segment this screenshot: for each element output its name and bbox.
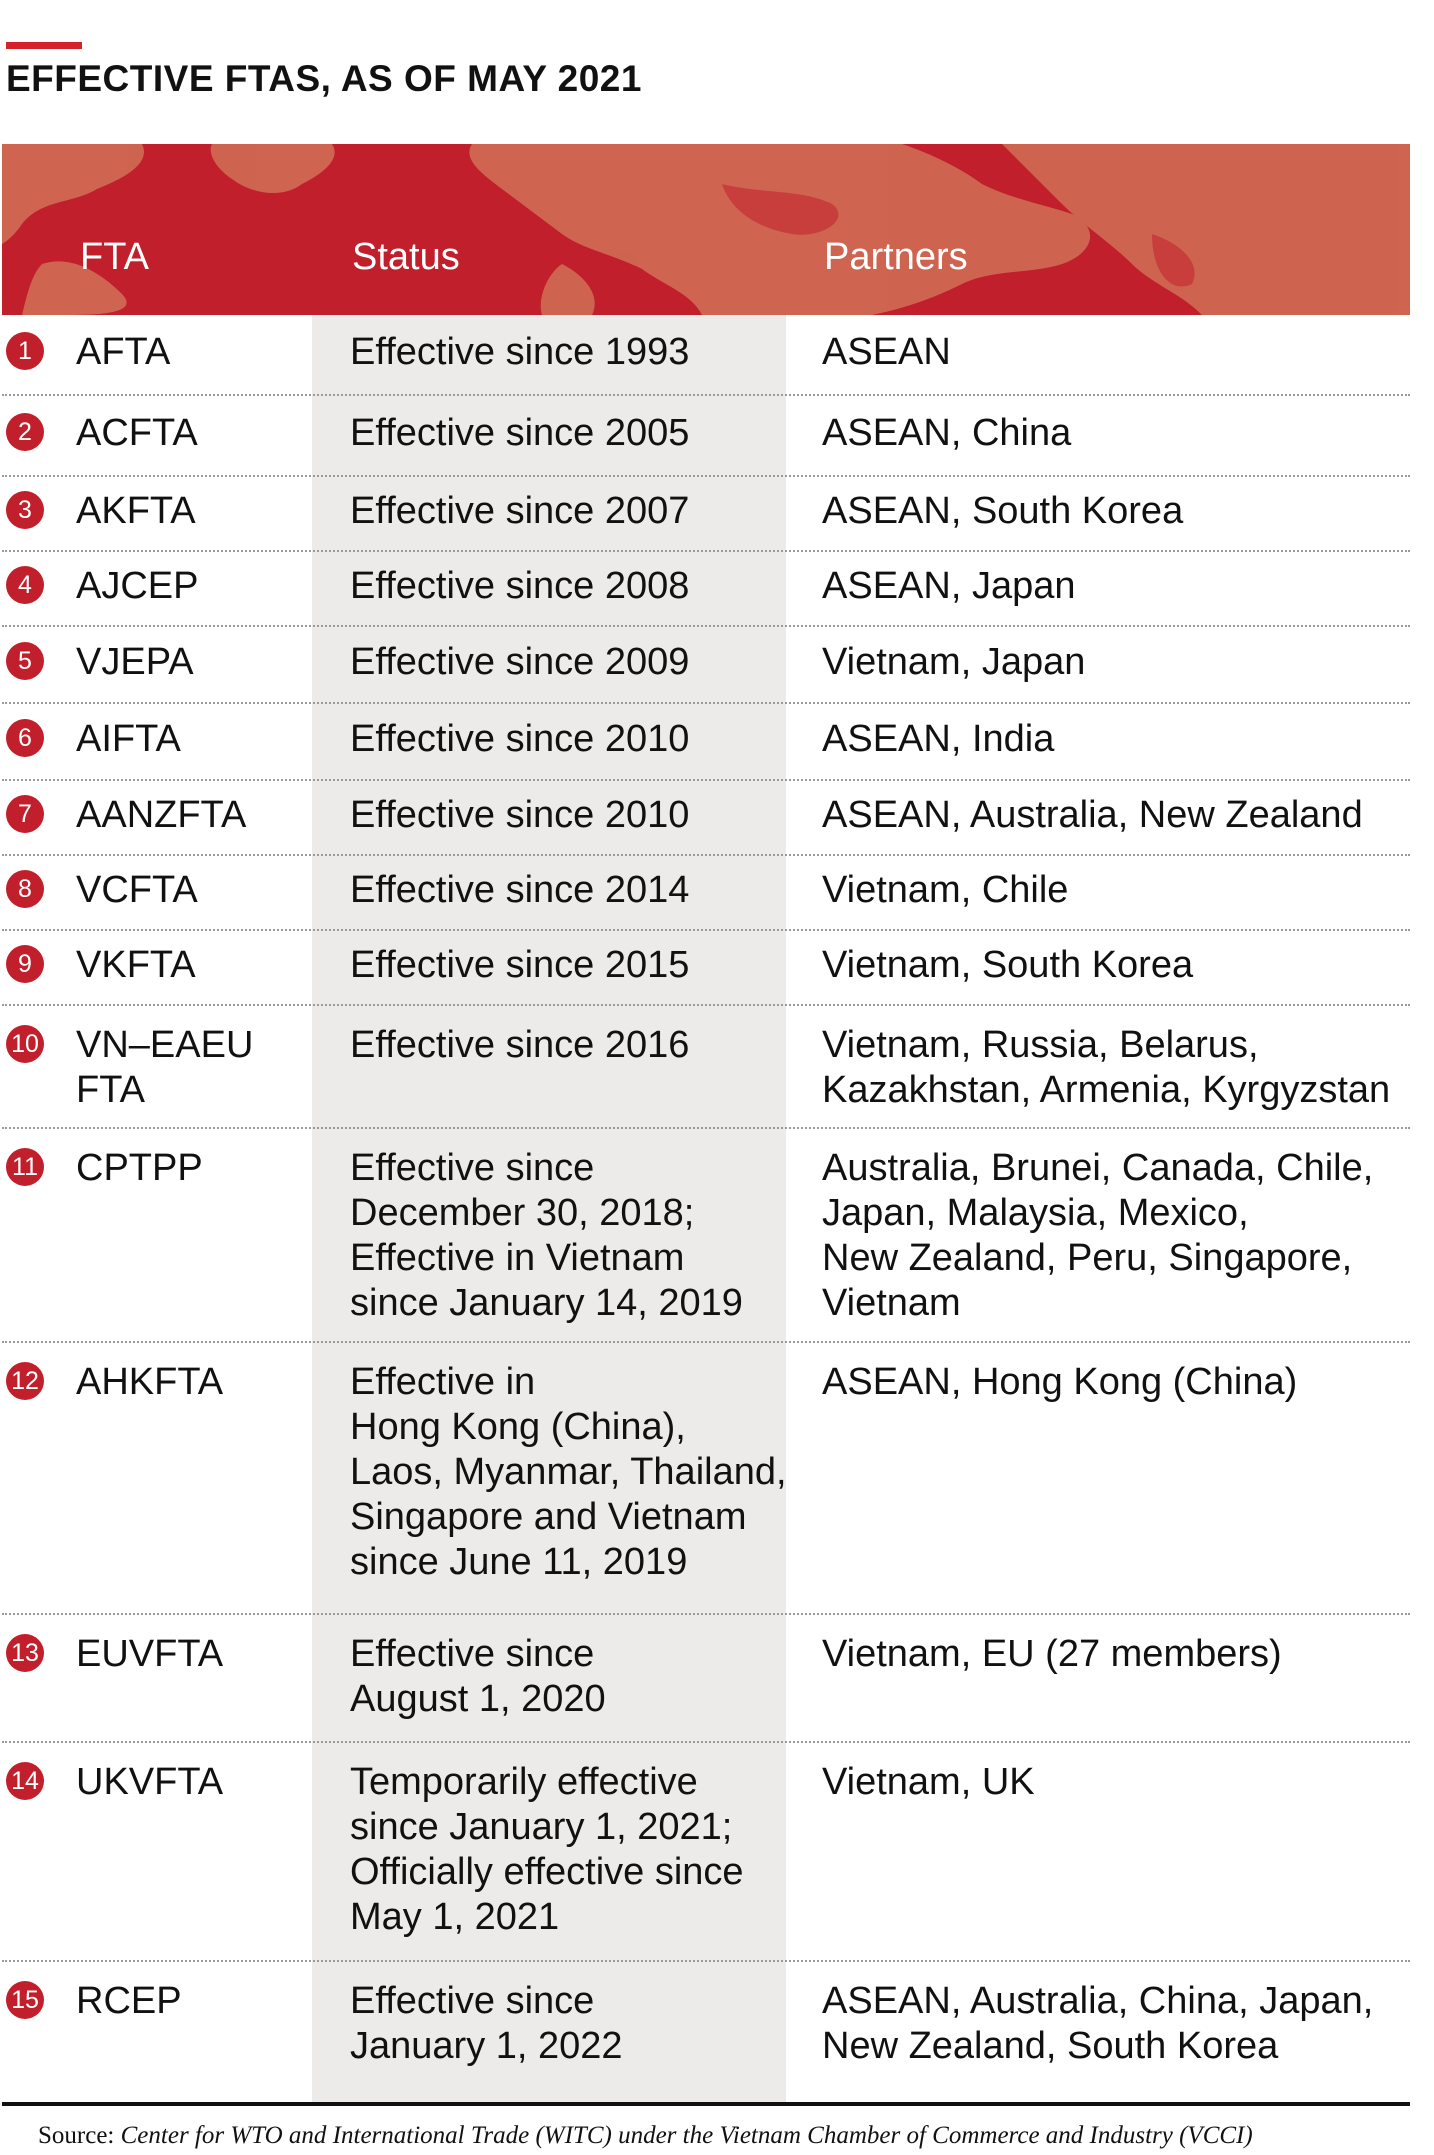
header-status: Status <box>352 236 460 278</box>
partners-text <box>822 411 1412 456</box>
status-text <box>350 411 780 456</box>
row-number-badge: 9 <box>6 945 44 983</box>
partners-text-line: ASEAN, China <box>822 412 1072 454</box>
table-row <box>0 315 1410 396</box>
row-number-badge: 6 <box>6 719 44 757</box>
status-text-line: Effective since 2016 <box>350 1024 690 1066</box>
status-text <box>350 489 780 534</box>
header-partners: Partners <box>824 236 968 278</box>
status-text-line: Effective in <box>350 1361 536 1403</box>
status-text-line: Temporarily effective <box>350 1761 698 1803</box>
partners-text-line: Japan, Malaysia, Mexico, <box>822 1192 1249 1234</box>
status-text-line: since June 11, 2019 <box>350 1541 688 1583</box>
table-bottom-rule <box>2 2102 1410 2106</box>
partners-text-line: New Zealand, South Korea <box>822 2025 1279 2067</box>
partners-text <box>822 717 1412 762</box>
status-text <box>350 640 780 685</box>
partners-text <box>822 1760 1412 1805</box>
partners-text-line: Vietnam, Japan <box>822 641 1086 683</box>
row-number-badge: 11 <box>6 1148 44 1186</box>
row-number-badge: 12 <box>6 1362 44 1400</box>
status-text-line: Effective since <box>350 1980 595 2022</box>
partners-text-line: Vietnam <box>822 1282 961 1324</box>
fta-name: AJCEP <box>76 565 199 607</box>
row-number-badge: 3 <box>6 491 44 529</box>
status-text <box>350 943 780 988</box>
fta-name: AIFTA <box>76 718 181 760</box>
partners-text <box>822 793 1412 838</box>
status-text <box>350 1760 780 1940</box>
partners-text <box>822 330 1412 375</box>
row-number-badge: 4 <box>6 566 44 604</box>
source-label: Source: <box>38 2122 115 2149</box>
status-text <box>350 1360 787 1585</box>
table-row <box>0 704 1410 781</box>
partners-text-line: ASEAN <box>822 331 951 373</box>
status-text-line: Singapore and Vietnam <box>350 1496 747 1538</box>
row-number-badge: 8 <box>6 870 44 908</box>
partners-text-line: ASEAN, Japan <box>822 565 1076 607</box>
partners-text <box>822 1146 1412 1326</box>
partners-text-line: ASEAN, Australia, New Zealand <box>822 794 1363 836</box>
fta-name: VN–EAEU FTA <box>76 1024 254 1111</box>
partners-text <box>822 943 1412 988</box>
fta-name: VKFTA <box>76 944 196 986</box>
row-number-badge: 14 <box>6 1762 44 1800</box>
header-fta: FTA <box>80 236 149 278</box>
table-row <box>0 396 1410 477</box>
partners-text-line: ASEAN, South Korea <box>822 490 1184 532</box>
status-text-line: since January 14, 2019 <box>350 1282 743 1324</box>
partners-text-line: New Zealand, Peru, Singapore, <box>822 1237 1353 1279</box>
status-text-line: Effective since <box>350 1147 595 1189</box>
world-map-icon <box>2 144 1410 315</box>
partners-text-line: Vietnam, UK <box>822 1761 1035 1803</box>
status-text-line: Effective since 2015 <box>350 944 690 986</box>
status-text <box>350 868 780 913</box>
partners-text-line: Vietnam, EU (27 members) <box>822 1633 1282 1675</box>
partners-text-line: ASEAN, Hong Kong (China) <box>822 1361 1298 1403</box>
row-number-badge: 1 <box>6 332 44 370</box>
title-accent-bar <box>6 42 82 49</box>
partners-text-line: ASEAN, India <box>822 718 1055 760</box>
source-text: Center for WTO and International Trade (WITC) under the Vietnam Chamber of Commerce and Industry (VCCI) <box>120 2122 1253 2149</box>
fta-name: ACFTA <box>76 412 198 454</box>
status-text-line: Effective since 2010 <box>350 794 690 836</box>
table-row <box>0 552 1410 627</box>
fta-name: RCEP <box>76 1980 182 2022</box>
table-row <box>0 781 1410 856</box>
status-text-line: Effective in Vietnam <box>350 1237 685 1279</box>
partners-text <box>822 640 1412 685</box>
partners-text-line: ASEAN, Australia, China, Japan, <box>822 1980 1374 2022</box>
partners-text-line: Australia, Brunei, Canada, Chile, <box>822 1147 1374 1189</box>
table-row <box>0 477 1410 552</box>
partners-text-line: Vietnam, South Korea <box>822 944 1194 986</box>
partners-text <box>822 489 1412 534</box>
table-header <box>2 144 1410 315</box>
table-row <box>0 1129 1410 1343</box>
row-number-badge: 2 <box>6 413 44 451</box>
partners-text <box>822 1360 1412 1405</box>
status-text <box>350 793 780 838</box>
status-text-line: Officially effective since <box>350 1851 744 1893</box>
partners-text <box>822 868 1412 913</box>
fta-name: CPTPP <box>76 1147 203 1189</box>
table-row <box>0 1962 1410 2102</box>
status-text-line: Effective since 2008 <box>350 565 690 607</box>
status-text <box>350 1023 780 1068</box>
table-row <box>0 1615 1410 1743</box>
fta-name: VCFTA <box>76 869 198 911</box>
table-row <box>0 627 1410 704</box>
partners-text <box>822 1979 1412 2069</box>
status-text <box>350 564 780 609</box>
status-text-line: Effective since 2005 <box>350 412 690 454</box>
status-text-line: December 30, 2018; <box>350 1192 695 1234</box>
row-number-badge: 15 <box>6 1981 44 2019</box>
row-number-badge: 13 <box>6 1634 44 1672</box>
row-number-badge: 7 <box>6 795 44 833</box>
status-text <box>350 1632 780 1722</box>
status-text-line: Effective since 2010 <box>350 718 690 760</box>
status-text-line: Effective since <box>350 1633 595 1675</box>
status-text-line: Effective since 2014 <box>350 869 690 911</box>
fta-name: AHKFTA <box>76 1361 224 1403</box>
table-row <box>0 931 1410 1006</box>
partners-text-line: Vietnam, Chile <box>822 869 1069 911</box>
status-text-line: January 1, 2022 <box>350 2025 623 2067</box>
partners-text <box>822 1023 1412 1113</box>
partners-text-line: Kazakhstan, Armenia, Kyrgyzstan <box>822 1069 1391 1111</box>
table-row <box>0 1743 1410 1962</box>
table-row <box>0 856 1410 931</box>
partners-text <box>822 1632 1412 1677</box>
fta-name: VJEPA <box>76 641 194 683</box>
status-text <box>350 1979 780 2069</box>
status-text-line: Effective since 1993 <box>350 331 690 373</box>
fta-name: UKVFTA <box>76 1761 224 1803</box>
table-row <box>0 1343 1410 1615</box>
status-text-line: Effective since 2007 <box>350 490 690 532</box>
source-note <box>38 2122 1253 2150</box>
status-text-line: since January 1, 2021; <box>350 1806 733 1848</box>
fta-name: EUVFTA <box>76 1633 224 1675</box>
status-text-line: Laos, Myanmar, Thailand, <box>350 1451 787 1493</box>
fta-name: AKFTA <box>76 490 196 532</box>
page-title: EFFECTIVE FTAS, AS OF MAY 2021 <box>6 58 642 99</box>
row-number-badge: 10 <box>6 1025 44 1063</box>
status-text <box>350 330 780 375</box>
status-text <box>350 1146 780 1326</box>
status-text-line: Hong Kong (China), <box>350 1406 686 1448</box>
partners-text <box>822 564 1412 609</box>
status-text-line: August 1, 2020 <box>350 1678 606 1720</box>
status-text-line: Effective since 2009 <box>350 641 690 683</box>
status-text-line: May 1, 2021 <box>350 1896 560 1938</box>
fta-name: AANZFTA <box>76 794 247 836</box>
status-text <box>350 717 780 762</box>
fta-name: AFTA <box>76 331 171 373</box>
partners-text-line: Vietnam, Russia, Belarus, <box>822 1024 1259 1066</box>
table-row <box>0 1006 1410 1129</box>
row-number-badge: 5 <box>6 642 44 680</box>
